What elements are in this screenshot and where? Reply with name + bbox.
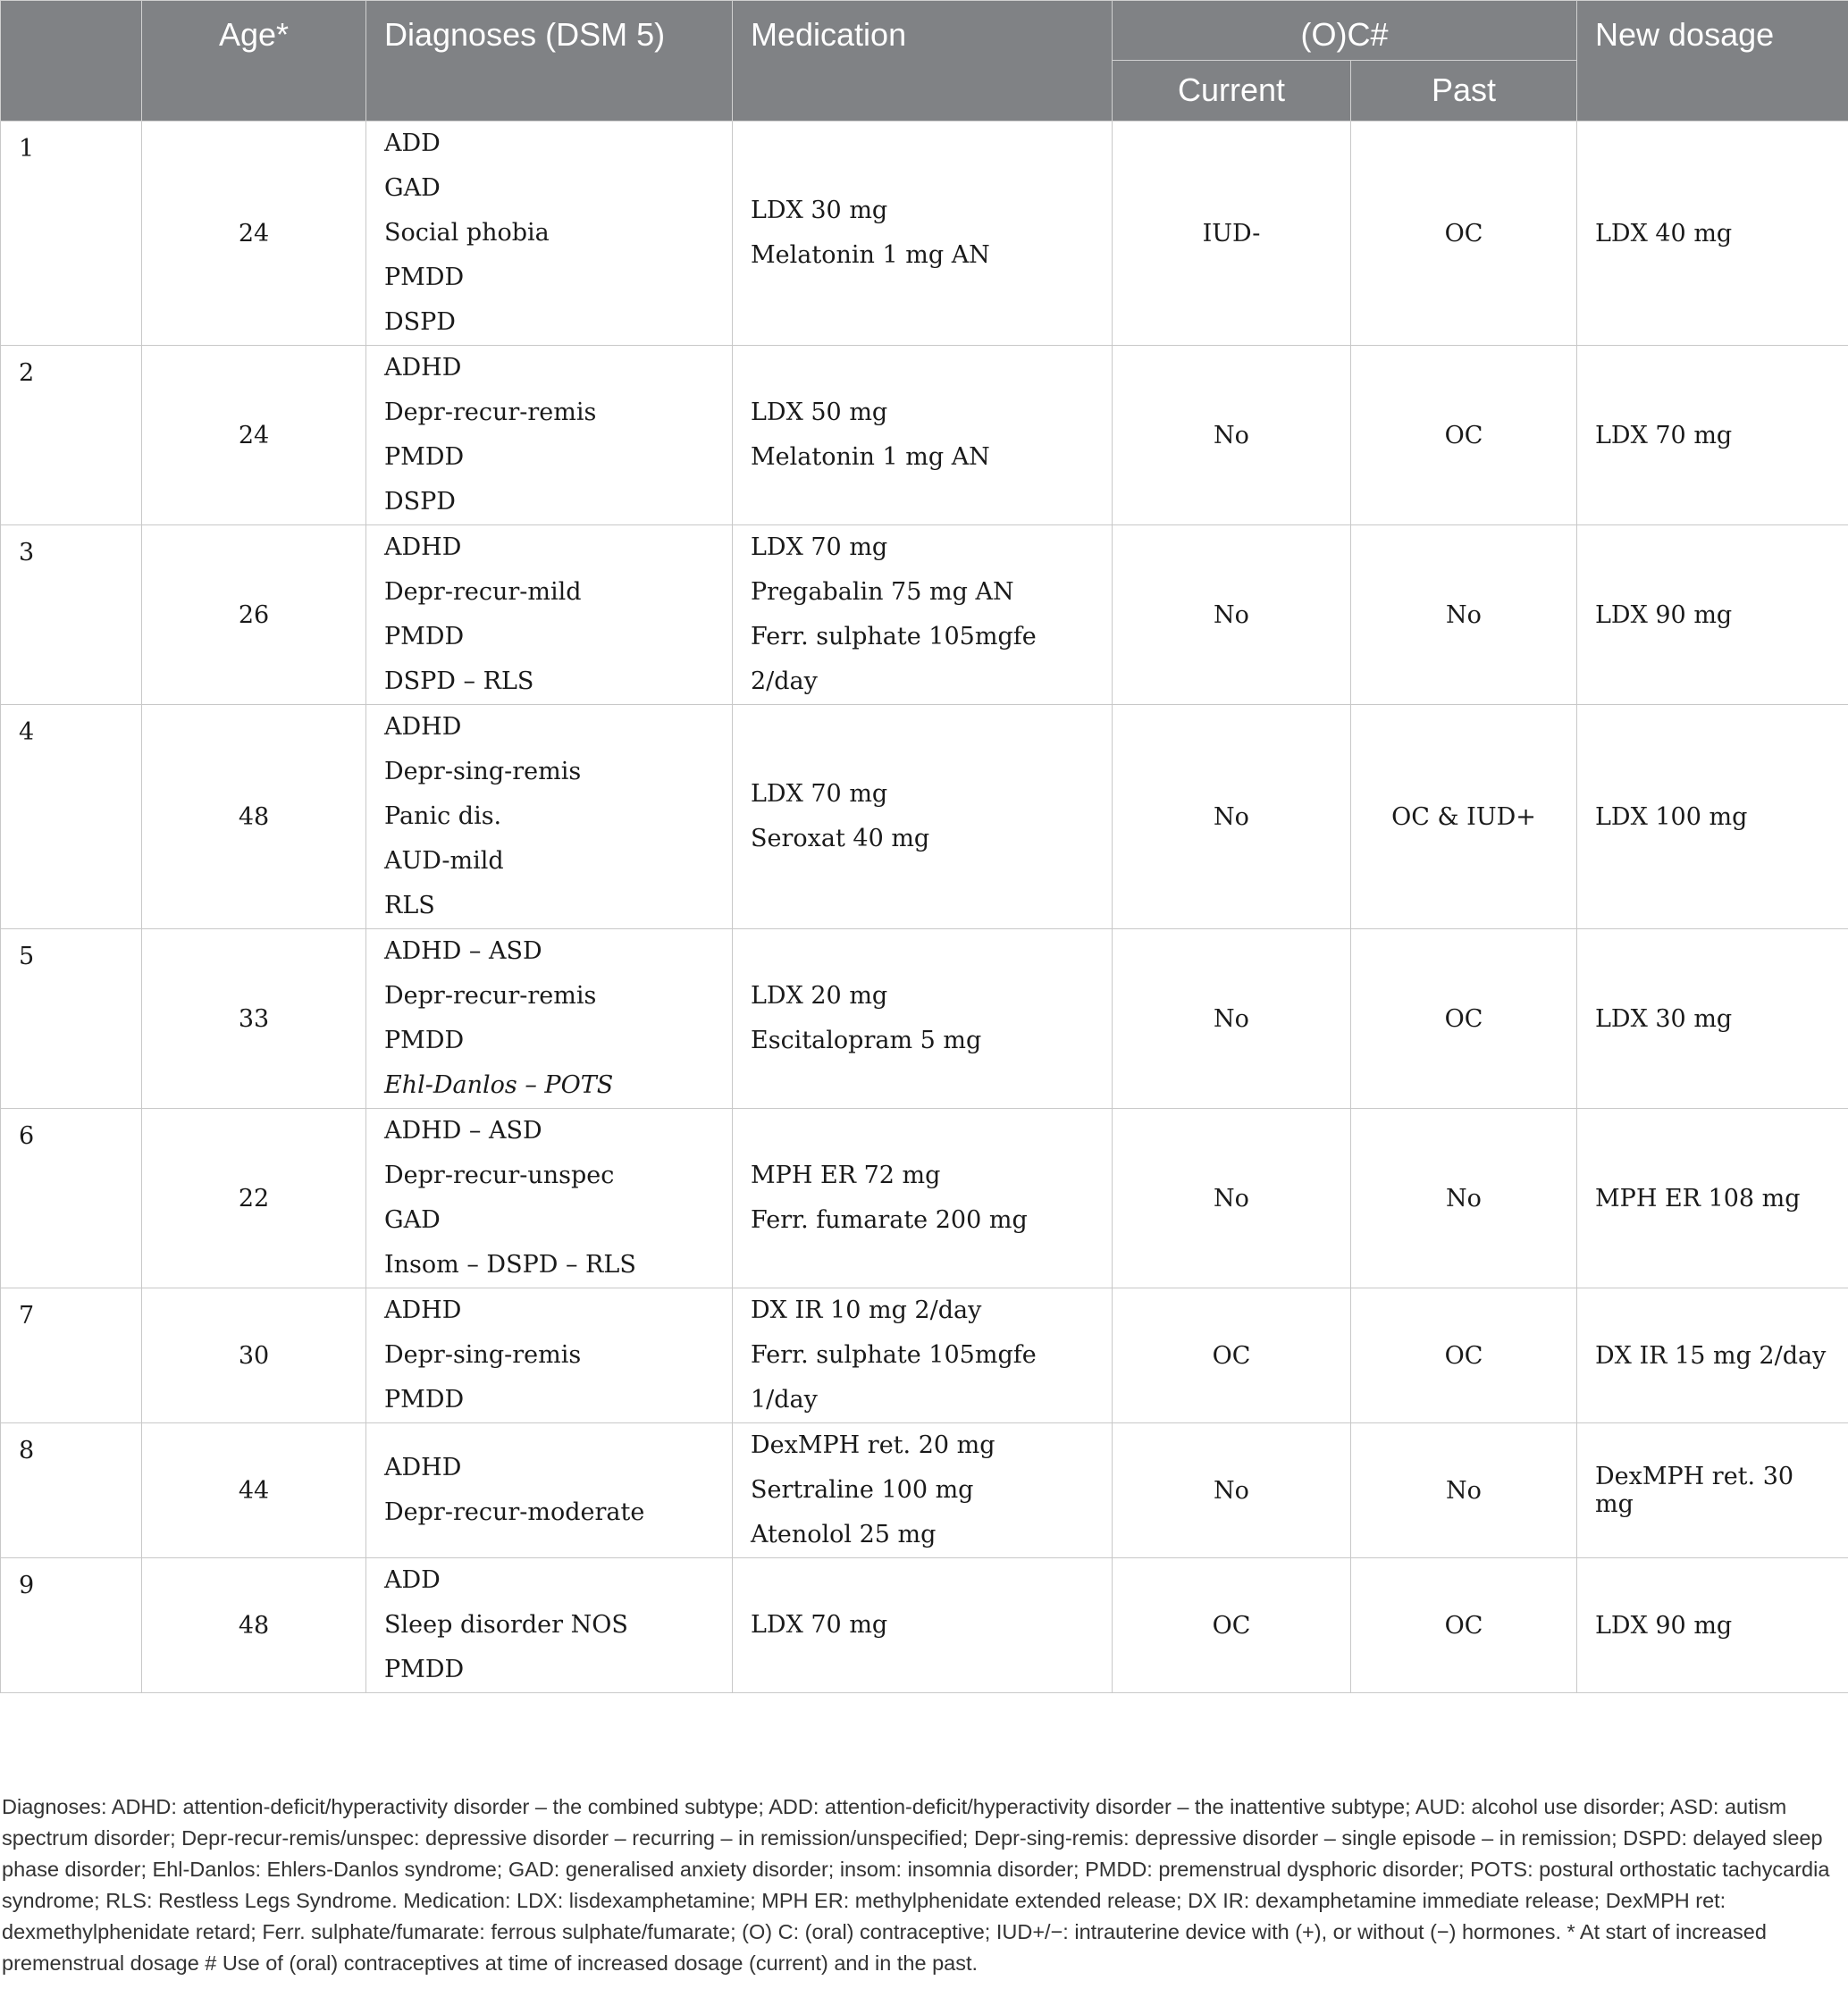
cell-diagnoses — [366, 122, 733, 346]
cell-medication — [733, 1558, 1113, 1693]
cell-diagnoses-line: Panic dis. — [384, 802, 502, 830]
cell-diagnoses-line: PMDD — [384, 443, 465, 471]
cell-diagnoses-line: Depr-recur-mild — [384, 578, 582, 606]
cell-diagnoses-line: Insom – DSPD – RLS — [384, 1251, 636, 1279]
cell-diagnoses-line: DSPD — [384, 488, 456, 516]
cell-medication-line: Seroxat 40 mg — [751, 825, 930, 852]
cell-diagnoses-line: ADHD – ASD — [384, 1117, 542, 1145]
cell-medication-line: MPH ER 72 mg — [751, 1162, 941, 1189]
cell-diagnoses-line: Depr-recur-moderate — [384, 1498, 645, 1526]
cell-current: OC — [1113, 1288, 1351, 1423]
cell-medication-line: Melatonin 1 mg AN — [751, 443, 990, 471]
cell-medication — [733, 929, 1113, 1109]
cell-medication — [733, 122, 1113, 346]
cell-diagnoses — [366, 705, 733, 929]
cell-current: No — [1113, 1109, 1351, 1288]
cell-patient-id: 9 — [1, 1558, 142, 1693]
cell-age: 30 — [142, 1288, 366, 1423]
table-row — [1, 122, 1848, 346]
cell-new-dosage: LDX 100 mg — [1577, 705, 1848, 929]
cell-current: OC — [1113, 1558, 1351, 1693]
cell-diagnoses — [366, 346, 733, 525]
header-medication: Medication — [733, 1, 1113, 122]
cell-medication-line: LDX 70 mg — [751, 533, 888, 561]
cell-medication — [733, 705, 1113, 929]
cell-medication-line: Escitalopram 5 mg — [751, 1027, 982, 1054]
cell-diagnoses-line: ADHD — [384, 1454, 462, 1481]
cell-past: OC — [1351, 122, 1577, 346]
cell-medication-line: LDX 30 mg — [751, 197, 888, 224]
cell-diagnoses-line: Depr-sing-remis — [384, 758, 582, 785]
cell-diagnoses-line: ADHD — [384, 1296, 462, 1324]
cell-diagnoses-line: DSPD – RLS — [384, 667, 534, 695]
cell-past: OC — [1351, 346, 1577, 525]
cell-diagnoses-line: ADHD – ASD — [384, 937, 542, 965]
cell-medication-line: Ferr. sulphate 105mgfe 2/day — [751, 623, 1037, 695]
cell-diagnoses-line: ADHD — [384, 533, 462, 561]
cell-medication-line: DexMPH ret. 20 mg — [751, 1431, 995, 1459]
cell-patient-id: 3 — [1, 525, 142, 705]
cell-current: IUD- — [1113, 122, 1351, 346]
cell-age: 24 — [142, 122, 366, 346]
cell-new-dosage: LDX 30 mg — [1577, 929, 1848, 1109]
cell-medication-line: LDX 20 mg — [751, 982, 888, 1010]
cell-diagnoses — [366, 1558, 733, 1693]
cell-diagnoses — [366, 1109, 733, 1288]
cell-diagnoses-line: ADD — [384, 130, 441, 157]
cell-medication — [733, 1109, 1113, 1288]
cell-new-dosage: MPH ER 108 mg — [1577, 1109, 1848, 1288]
cell-new-dosage: LDX 90 mg — [1577, 1558, 1848, 1693]
cell-current: No — [1113, 346, 1351, 525]
cell-diagnoses-line: Ehl-Danlos – POTS — [384, 1071, 614, 1099]
cell-past: OC — [1351, 929, 1577, 1109]
cell-diagnoses-line: PMDD — [384, 623, 465, 650]
cell-medication-line: LDX 50 mg — [751, 399, 888, 426]
cell-age: 48 — [142, 1558, 366, 1693]
cell-diagnoses-line: PMDD — [384, 1386, 465, 1414]
cell-diagnoses-line: PMDD — [384, 1656, 465, 1683]
cell-diagnoses-line: ADHD — [384, 354, 462, 382]
table-footnote: Diagnoses: ADHD: attention-deficit/hyperactivity disorder – the combined subtype; ADD: attention-deficit/hyperactivity disorder – the inattentive subtype; AUD: alcohol use disorder; ASD: autism spectrum disorder; Depr-recur-remis/unspec: depressive disorder – recurring – in remission/unspecified; Depr-sing-remis: depressive disorder – single episode – in remission; DSPD: delayed sleep phase disorder; Ehl-Danlos: Ehlers-Danlos syndrome; GAD: generalised anxiety disorder; insom: insomnia disorder; PMDD: premenstrual dysphoric disorder; POTS: postural orthostatic tachycardia syndrome; RLS: Restless Legs Syndrome. Medication: LDX: lisdexamphetamine; MPH ER: methylphenidate extended release; DX IR: dexamphetamine immediate release; DexMPH ret: dexmethylphenidate retard; Ferr. sulphate/fumarate: ferrous sulphate/fumarate; (O) C: (oral) contraceptive; IUD+/−: intrauterine device with (+), or without (−) hormones. * At start of increased premenstrual dosage # Use of (oral) contraceptives at time of increased dosage (current) and in the past. — [2, 1795, 1830, 1975]
table-row — [1, 1423, 1848, 1558]
cell-new-dosage: DexMPH ret. 30 mg — [1577, 1423, 1848, 1558]
cell-current: No — [1113, 525, 1351, 705]
cell-past: No — [1351, 1423, 1577, 1558]
cell-medication — [733, 525, 1113, 705]
table-row — [1, 525, 1848, 705]
cell-age: 26 — [142, 525, 366, 705]
cell-new-dosage: DX IR 15 mg 2/day — [1577, 1288, 1848, 1423]
table-body — [1, 122, 1848, 1693]
table-row — [1, 1109, 1848, 1288]
cell-age: 33 — [142, 929, 366, 1109]
cell-diagnoses-line: Social phobia — [384, 219, 550, 247]
header-new-dosage: New dosage — [1577, 1, 1848, 122]
cell-medication-line: Ferr. sulphate 105mgfe 1/day — [751, 1341, 1037, 1414]
cell-diagnoses — [366, 525, 733, 705]
cell-age: 44 — [142, 1423, 366, 1558]
cell-patient-id: 5 — [1, 929, 142, 1109]
cell-new-dosage: LDX 70 mg — [1577, 346, 1848, 525]
cell-patient-id: 1 — [1, 122, 142, 346]
cell-diagnoses-line: Sleep disorder NOS — [384, 1611, 628, 1639]
cell-diagnoses-line: ADHD — [384, 713, 462, 741]
cell-medication-line: Pregabalin 75 mg AN — [751, 578, 1014, 606]
cell-medication-line: LDX 70 mg — [751, 780, 888, 808]
cell-patient-id: 2 — [1, 346, 142, 525]
cell-age: 22 — [142, 1109, 366, 1288]
cell-past: No — [1351, 525, 1577, 705]
cell-medication — [733, 346, 1113, 525]
table-row — [1, 705, 1848, 929]
cell-current: No — [1113, 705, 1351, 929]
cell-new-dosage: LDX 40 mg — [1577, 122, 1848, 346]
cell-diagnoses-line: GAD — [384, 174, 441, 202]
cell-medication-line: LDX 70 mg — [751, 1611, 888, 1639]
cell-patient-id: 7 — [1, 1288, 142, 1423]
cell-past: No — [1351, 1109, 1577, 1288]
cell-diagnoses-line: PMDD — [384, 1027, 465, 1054]
table-row — [1, 346, 1848, 525]
cell-medication-line: Melatonin 1 mg AN — [751, 241, 990, 269]
cell-diagnoses-line: Depr-recur-unspec — [384, 1162, 615, 1189]
cell-diagnoses-line: GAD — [384, 1206, 441, 1234]
cell-medication — [733, 1288, 1113, 1423]
cell-past: OC & IUD+ — [1351, 705, 1577, 929]
cell-age: 24 — [142, 346, 366, 525]
cell-diagnoses-line: RLS — [384, 892, 435, 919]
cell-medication-line: DX IR 10 mg 2/day — [751, 1296, 982, 1324]
cell-current: No — [1113, 1423, 1351, 1558]
cell-diagnoses-line: Depr-recur-remis — [384, 982, 597, 1010]
cell-past: OC — [1351, 1288, 1577, 1423]
header-oc: (O)C# — [1113, 1, 1577, 61]
cell-medication-line: Ferr. fumarate 200 mg — [751, 1206, 1028, 1234]
cell-medication — [733, 1423, 1113, 1558]
cell-age: 48 — [142, 705, 366, 929]
cell-current: No — [1113, 929, 1351, 1109]
table-row — [1, 929, 1848, 1109]
cell-diagnoses-line: Depr-recur-remis — [384, 399, 597, 426]
header-age: Age* — [142, 1, 366, 122]
cell-diagnoses — [366, 1288, 733, 1423]
cell-patient-id: 6 — [1, 1109, 142, 1288]
cell-diagnoses-line: AUD-mild — [384, 847, 504, 875]
cell-diagnoses — [366, 1423, 733, 1558]
cell-medication-line: Sertraline 100 mg — [751, 1476, 974, 1504]
cell-past: OC — [1351, 1558, 1577, 1693]
cell-diagnoses-line: ADD — [384, 1566, 441, 1594]
cell-medication-line: Atenolol 25 mg — [751, 1521, 937, 1548]
header-id — [1, 1, 142, 122]
cell-patient-id: 4 — [1, 705, 142, 929]
cell-diagnoses-line: PMDD — [384, 264, 465, 291]
cell-new-dosage: LDX 90 mg — [1577, 525, 1848, 705]
cell-diagnoses — [366, 929, 733, 1109]
header-diagnoses: Diagnoses (DSM 5) — [366, 1, 733, 122]
table-row — [1, 1558, 1848, 1693]
cell-diagnoses-line: DSPD — [384, 308, 456, 336]
header-past: Past — [1351, 61, 1577, 122]
cell-diagnoses-line: Depr-sing-remis — [384, 1341, 582, 1369]
cell-patient-id: 8 — [1, 1423, 142, 1558]
header-current: Current — [1113, 61, 1351, 122]
table-row — [1, 1288, 1848, 1423]
